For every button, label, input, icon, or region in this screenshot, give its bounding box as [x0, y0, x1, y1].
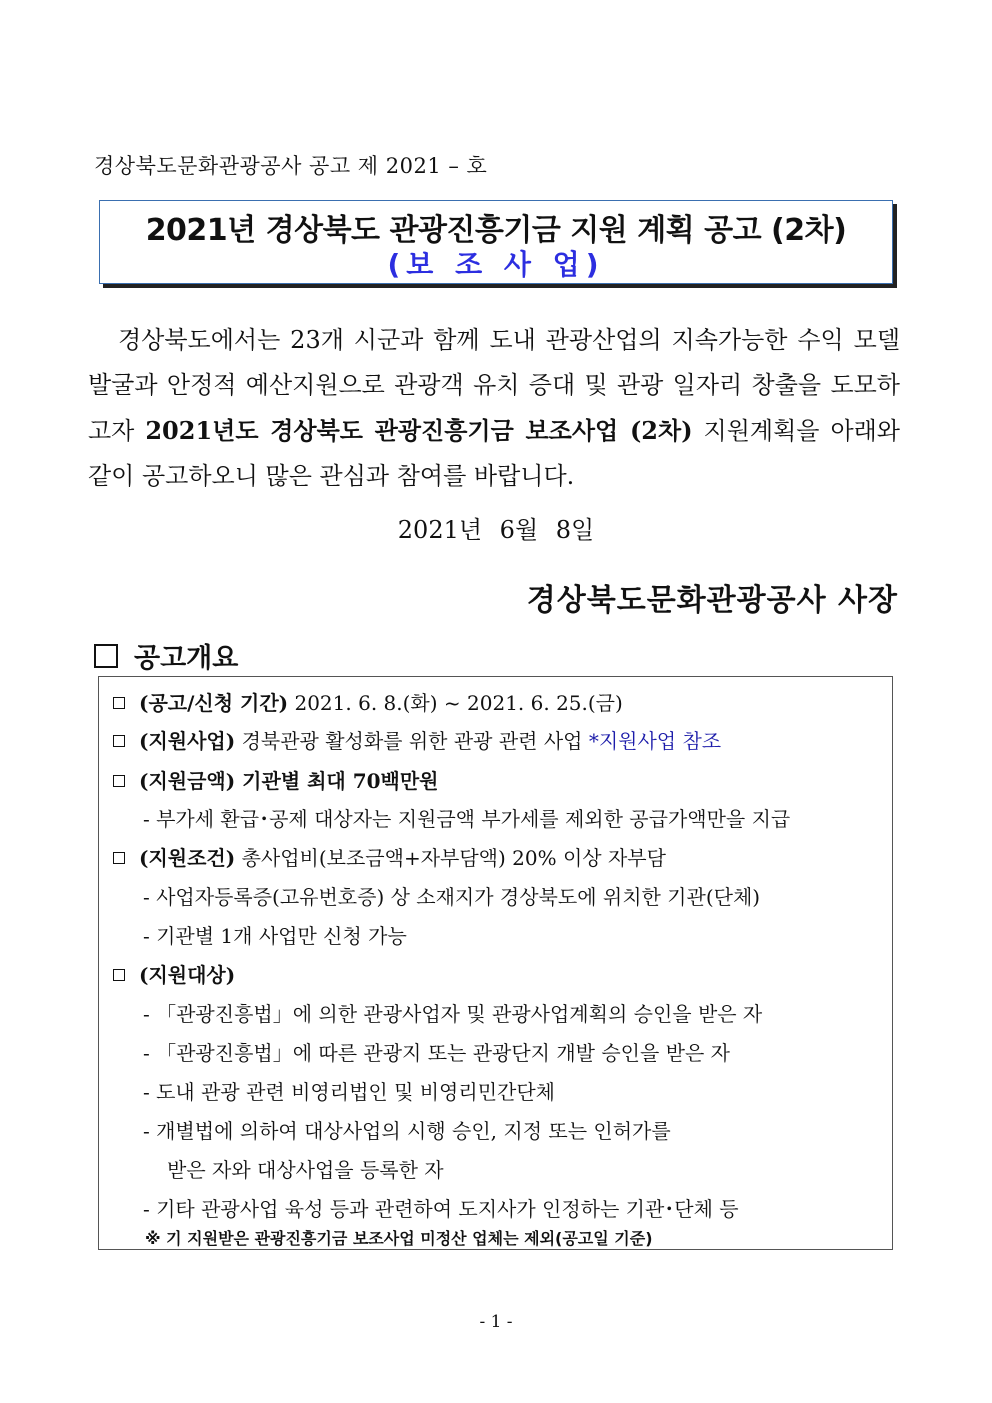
overview-box: [98, 676, 893, 1250]
item-target-sub-3: - 도내 관광 관련 비영리법인 및 비영리민간단체: [143, 1080, 555, 1104]
title-line-2: (보 조 사 업): [387, 248, 605, 281]
signer: 경상북도문화관광공사 사장: [526, 583, 898, 618]
item-project: (지원사업) 경북관광 활성화를 위한 관광 관련 사업 *지원사업 참조: [113, 725, 721, 754]
item-target: (지원대상): [113, 959, 235, 988]
notice-number: 경상북도문화관광공사 공고 제 2021 – 호: [94, 154, 488, 178]
item-amount-sub: - 부가세 환급･공제 대상자는 지원금액 부가세를 제외한 공급가액만을 지급: [143, 807, 791, 831]
intro-part-1: 경상북도에서는 23개 시군과 함께 도내 관광산업의 지속가능한 수익 모델 발굴과 안정적 예산지원으로 관광객 유치 증대 및 관광 일자리 창출을 도모하고자: [88, 326, 900, 445]
item-condition-sub-1: - 사업자등록증(고유번호증) 상 소재지가 경상북도에 위치한 기관(단체): [143, 885, 761, 909]
notice-date: 2021년 6월 8일: [397, 516, 595, 544]
square-bullet-icon: [113, 852, 125, 864]
item-target-sub-5: - 기타 관광사업 육성 등과 관련하여 도지사가 인정하는 기관･단체 등: [143, 1197, 739, 1221]
square-bullet-icon: [113, 697, 125, 709]
item-target-sub-4b: 받은 자와 대상사업을 등록한 자: [167, 1158, 444, 1182]
square-bullet-icon: [113, 969, 125, 981]
title-box: [99, 200, 893, 284]
item-target-sub-1: - 「관광진흥법」에 의한 관광사업자 및 관광사업계획의 승인을 받은 자: [143, 1002, 763, 1026]
item-period: (공고/신청 기간) 2021. 6. 8.(화) ~ 2021. 6. 25.(금): [113, 687, 623, 716]
item-condition-sub-2: - 기관별 1개 사업만 신청 가능: [143, 924, 407, 948]
intro-part-2: 지원계획을 아래와 같이 공고하오니 많은 관심과 참여를 바랍니다.: [88, 417, 900, 490]
intro-paragraph: [88, 318, 900, 499]
section-title: 공고개요: [134, 643, 239, 674]
item-condition: (지원조건) 총사업비(보조금액+자부담액) 20% 이상 자부담: [113, 842, 666, 871]
item-amount: (지원금액) 기관별 최대 70백만원: [113, 765, 439, 794]
item-target-sub-2: - 「관광진흥법」에 따른 관광지 또는 관광단지 개발 승인을 받은 자: [143, 1041, 730, 1065]
exclusion-note: ※ 기 지원받은 관광진흥기금 보조사업 미정산 업체는 제외(공고일 기준): [145, 1229, 653, 1248]
title-line-1: 2021년 경상북도 관광진흥기금 지원 계획 공고 (2차): [145, 213, 847, 248]
item-target-sub-4a: - 개별법에 의하여 대상사업의 시행 승인, 지정 또는 인허가를: [143, 1119, 671, 1143]
page-number: - 1 -: [479, 1312, 513, 1332]
square-bullet-icon: [113, 735, 125, 747]
intro-bold: 2021년도 경상북도 관광진흥기금 보조사업 (2차): [145, 416, 693, 445]
section-heading: [94, 636, 238, 675]
square-bullet-icon: [113, 775, 125, 787]
checkbox-square-icon: [94, 644, 118, 668]
